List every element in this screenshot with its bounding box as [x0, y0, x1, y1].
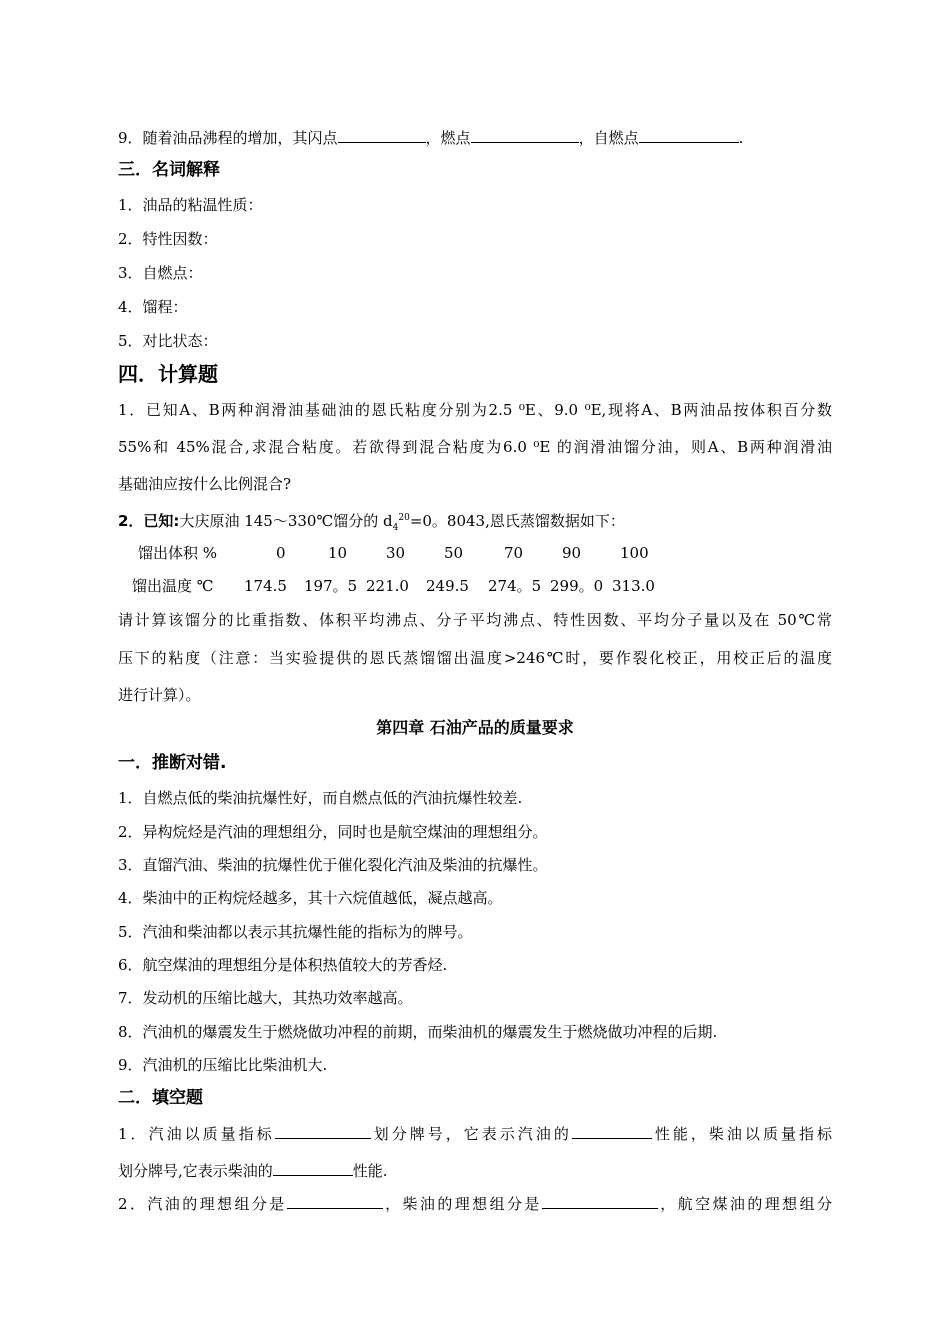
list-item: 4．馏程：	[118, 298, 188, 316]
question-2: 2．已知:大庆原油 145～330℃馏分的 $d_4^{20}=0$。8043,恩氏蒸馏数据如下：	[118, 512, 625, 533]
table-cell: 174.5	[244, 577, 287, 595]
section-title: 二．填空题	[118, 1088, 203, 1108]
answer-blank[interactable]	[471, 127, 579, 143]
answer-blank[interactable]	[287, 1193, 383, 1209]
answer-blank[interactable]	[542, 1193, 658, 1209]
table-cell: 50	[444, 544, 464, 562]
row-label: 馏出体积 %	[138, 544, 218, 562]
list-item: 1．油品的粘温性质：	[118, 196, 263, 214]
chapter-title: 第四章 石油产品的质量要求	[376, 718, 574, 737]
section-title: 三．名词解释	[118, 160, 220, 180]
fill-question-9: 9．随着油品沸程的增加，其闪点 ，燃点 ，自燃点 .	[118, 129, 744, 147]
fill-question-2: 2．汽油的理想组分是 ，柴油的理想组分是 ，航空煤油的理想组分	[118, 1195, 832, 1213]
paragraph-line: 请计算该馏分的比重指数、体积平均沸点、分子平均沸点、特性因数、平均分子量以及在 50℃常	[118, 611, 832, 629]
table-cell: 70	[504, 544, 524, 562]
list-item: 6．航空煤油的理想组分是体积热值较大的芳香烃.	[118, 956, 448, 974]
row-label: 馏出温度 ℃	[132, 577, 214, 595]
list-item: 7．发动机的压缩比越大，其热功效率越高。	[118, 989, 413, 1007]
list-item: 1．自燃点低的柴油抗爆性好，而自燃点低的汽油抗爆性较差.	[118, 789, 523, 807]
table-cell: 221.0	[366, 577, 409, 595]
table-cell: 249.5	[426, 577, 469, 595]
table-cell: 197。5	[304, 577, 358, 595]
section-title: 一．推断对错.	[118, 753, 227, 773]
paragraph-line: 1．已知A、B两种润滑油基础油的恩氏粘度分别为2.5 ⁰E、9.0 ⁰E,现将A、B两油品按体积百分数	[118, 401, 832, 419]
list-item: 8．汽油机的爆震发生于燃烧做功冲程的前期，而柴油机的爆震发生于燃烧做功冲程的后期.	[118, 1023, 718, 1041]
answer-blank[interactable]	[572, 1123, 652, 1139]
fill-question-1-line1: 1．汽油以质量指标 划分牌号，它表示汽油的 性能，柴油以质量指标	[118, 1125, 832, 1143]
distillation-row-temperature	[118, 576, 832, 596]
table-cell: 10	[328, 544, 348, 562]
list-item: 5．汽油和柴油都以表示其抗爆性能的指标为的牌号。	[118, 923, 473, 941]
section-title: 四．计算题	[118, 362, 218, 386]
table-cell: 90	[562, 544, 582, 562]
answer-blank[interactable]	[639, 127, 739, 143]
list-item: 5．对比状态：	[118, 332, 218, 350]
table-cell: 274。5	[488, 577, 542, 595]
fill-question-1-line2: 划分牌号,它表示柴油的 性能.	[118, 1162, 388, 1180]
list-item: 2．特性因数：	[118, 230, 218, 248]
answer-blank[interactable]	[275, 1123, 371, 1139]
table-cell: 30	[386, 544, 406, 562]
list-item: 3．自燃点：	[118, 264, 203, 282]
table-cell: 313.0	[612, 577, 655, 595]
table-cell: 299。0	[550, 577, 604, 595]
answer-blank[interactable]	[338, 127, 426, 143]
table-cell: 0	[276, 544, 286, 562]
list-item: 9．汽油机的压缩比比柴油机大.	[118, 1056, 328, 1074]
paragraph-line: 55%和 45%混合,求混合粘度。若欲得到混合粘度为6.0 ⁰E 的润滑油馏分油，则A、B两种润滑油	[118, 438, 832, 456]
list-item: 4．柴油中的正构烷烃越多，其十六烷值越低，凝点越高。	[118, 889, 503, 907]
paragraph-line: 进行计算）。	[118, 686, 201, 704]
list-item: 2．异构烷烃是汽油的理想组分，同时也是航空煤油的理想组分。	[118, 823, 548, 841]
table-cell: 100	[620, 544, 649, 562]
answer-blank[interactable]	[273, 1160, 353, 1176]
distillation-row-volume	[118, 543, 832, 563]
list-item: 3．直馏汽油、柴油的抗爆性优于催化裂化汽油及柴油的抗爆性。	[118, 856, 548, 874]
paragraph-line: 压下的粘度（注意：当实验提供的恩氏蒸馏馏出温度>246℃时，要作裂化校正，用校正后的温度	[118, 649, 832, 667]
paragraph-line: 基础油应按什么比例混合?	[118, 475, 292, 493]
